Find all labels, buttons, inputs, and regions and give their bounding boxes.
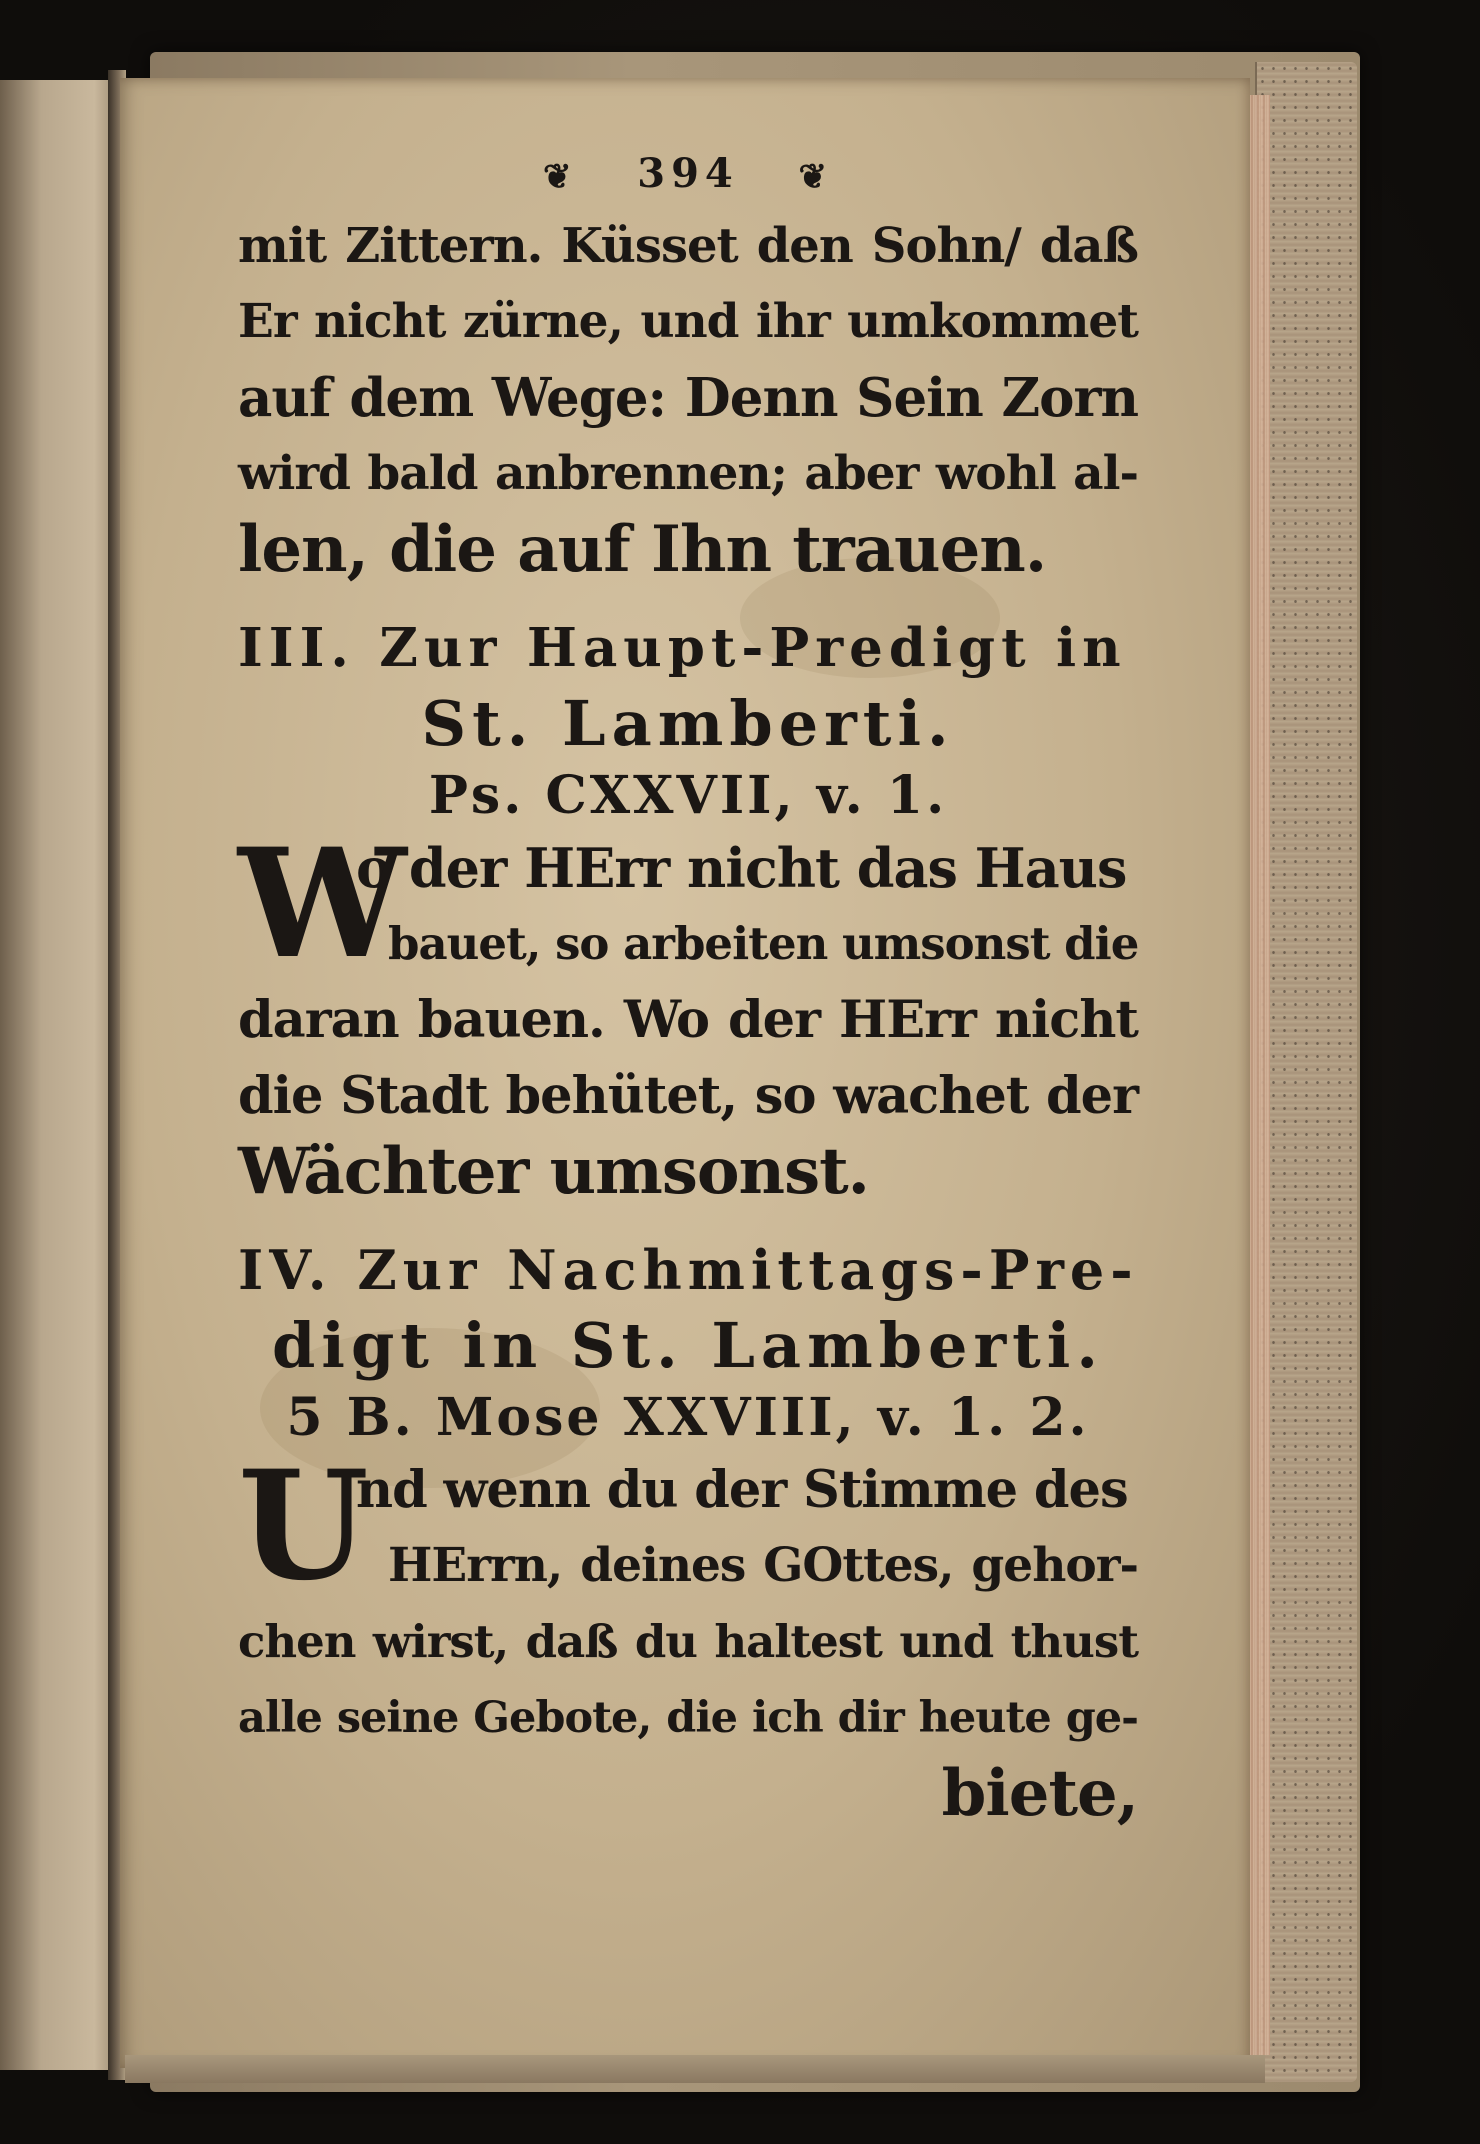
scripture-reference: 5 B. Mose XXVIII, v. 1. 2. — [286, 1387, 1090, 1448]
page-number: 394 — [637, 150, 739, 197]
section-iv — [238, 1232, 1138, 1832]
scripture-text — [238, 816, 1139, 1210]
text-line: wird bald anbrennen; aber wohl al- — [238, 446, 1138, 501]
drop-cap: U — [238, 1438, 369, 1614]
left-ornament-icon: ❦ — [542, 157, 578, 197]
text-line: HErrn, deines GOttes, gehor- — [388, 1538, 1138, 1593]
text-line: len, die auf Ihn trauen. — [238, 512, 1047, 587]
scripture-text — [238, 1438, 1138, 1832]
section-heading: III. Zur Haupt-Predigt in — [238, 617, 1127, 679]
section-heading: IV. Zur Nachmittags-Pre- — [238, 1238, 1139, 1302]
text-line: Wächter umsonst. — [238, 1134, 869, 1209]
page-bottom-edge — [125, 2055, 1265, 2083]
section-heading: St. Lamberti. — [421, 687, 955, 760]
section-heading: digt in St. Lamberti. — [272, 1309, 1104, 1382]
text-line: daran bauen. Wo der HErr nicht — [238, 990, 1138, 1050]
section-iii — [238, 610, 1138, 1210]
text-line: chen wirst, daß du haltest und thust — [238, 1615, 1138, 1668]
text-line: Er nicht zürne, und ihr umkommet — [238, 294, 1138, 349]
cover-speckle — [1257, 62, 1357, 2082]
book-cover-edge — [1255, 62, 1357, 2082]
previous-page-sliver — [0, 80, 118, 2070]
right-ornament-icon: ❦ — [798, 157, 834, 197]
catchword: biete, — [941, 1756, 1138, 1831]
text-line: o der HErr nicht das Haus — [356, 836, 1127, 900]
text-line: nd wenn du der Stimme des — [356, 1460, 1128, 1520]
paragraph-continued — [238, 208, 1138, 588]
running-header — [238, 150, 1138, 208]
page-text — [238, 150, 1138, 1832]
text-line: mit Zittern. Küsset den Sohn/ daß — [238, 218, 1138, 274]
scripture-reference: Ps. CXXVII, v. 1. — [428, 765, 948, 826]
text-line: bauet, so arbeiten umsonst die — [388, 917, 1139, 970]
text-line: auf dem Wege: Denn Sein Zorn — [238, 367, 1138, 429]
text-line: die Stadt behütet, so wachet der — [238, 1066, 1138, 1126]
drop-cap: W — [238, 816, 407, 992]
text-line: alle seine Gebote, die ich dir heute ge- — [238, 1693, 1138, 1743]
